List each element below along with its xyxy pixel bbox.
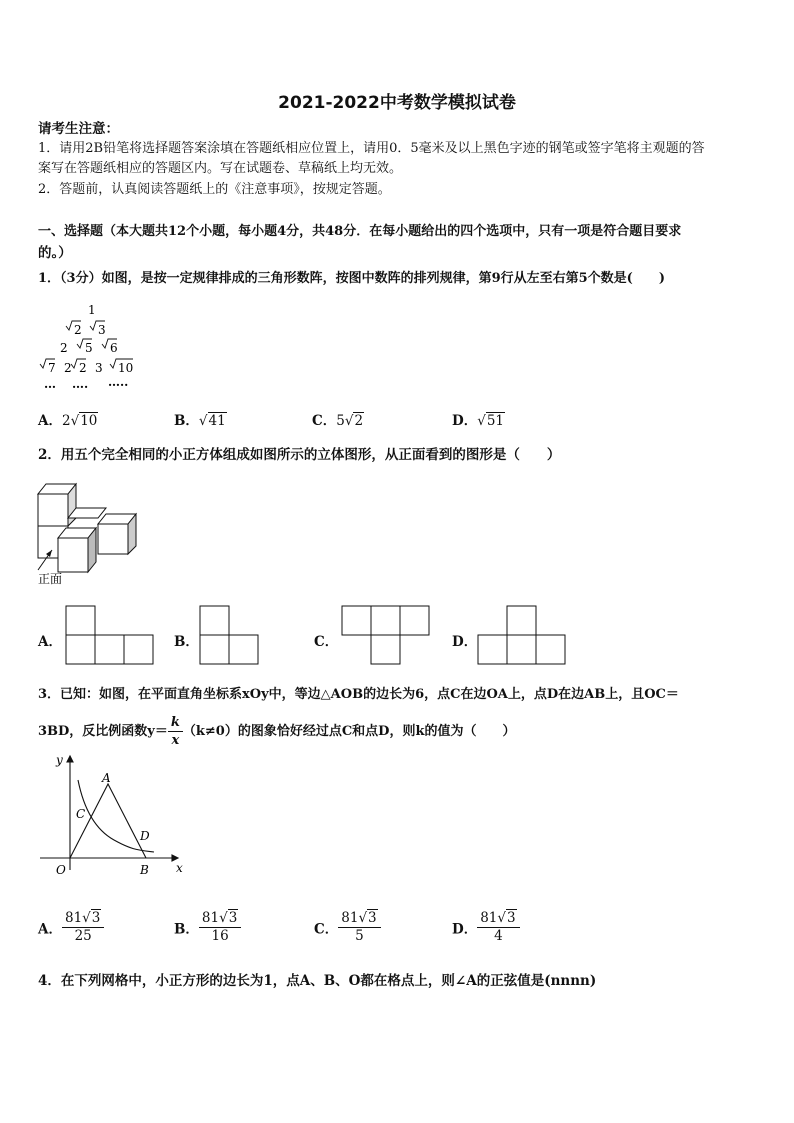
point-label-c: C bbox=[76, 807, 86, 821]
array-cell: 3 bbox=[95, 361, 103, 375]
array-cell: 6 bbox=[110, 341, 118, 355]
section-line-1: 一、选择题（本大题共12个小题，每小题4分，共48分．在每小题给出的四个选项中，只有一项是符合题目要求 bbox=[38, 224, 682, 239]
notice-line-1: 1．请用2B铅笔将选择题答案涂填在答题纸相应位置上，请用0．5毫米及以上黑色字迹的钢笔或签字笔将主观题的答 bbox=[38, 141, 705, 156]
array-cell: 10 bbox=[118, 361, 134, 375]
question-1-stem: 1．（3分）如图，是按一定规律排成的三角形数阵，按图中数阵的排列规律，第9行从左至右第5个数是( ) bbox=[38, 271, 665, 286]
cube-solid-figure bbox=[32, 478, 144, 588]
array-cell: 2 bbox=[79, 361, 87, 375]
question-2-stem: 2．用五个完全相同的小正方体组成如图所示的立体图形，从正面看到的图形是（ ） bbox=[38, 447, 561, 463]
q1-option-a[interactable]: A．2√10 bbox=[38, 413, 98, 429]
q2-option-a-figure[interactable] bbox=[64, 604, 158, 668]
array-cell: 5 bbox=[85, 341, 93, 355]
axis-label-y: y bbox=[56, 753, 63, 767]
coordinate-graph bbox=[38, 752, 188, 880]
q1-option-b[interactable]: B．√41 bbox=[174, 413, 226, 429]
array-cell: 2 bbox=[74, 323, 82, 337]
array-cell: 7 bbox=[48, 361, 56, 375]
q2-option-b-figure[interactable] bbox=[198, 604, 262, 668]
notice-heading: 请考生注意： bbox=[38, 121, 119, 137]
array-cell: 3 bbox=[98, 323, 106, 337]
question-3-stem-line-2: 3BD，反比例函数y＝ $\frac{k}{x}$ （k≠0）的图象恰好经过点C和点D，则k的值为（ ） bbox=[38, 715, 516, 748]
q2-option-c-figure[interactable] bbox=[340, 604, 434, 668]
point-label-b: B bbox=[140, 863, 149, 877]
axis-label-x: x bbox=[176, 861, 183, 875]
point-label-o: O bbox=[56, 863, 66, 877]
array-dots: … bbox=[44, 377, 56, 391]
notice-line-2: 案写在答题纸相应的答题区内。写在试题卷、草稿纸上均无效。 bbox=[38, 161, 403, 176]
array-cell: 1 bbox=[88, 303, 96, 317]
q2-option-b-label[interactable]: B． bbox=[174, 634, 199, 650]
q2-option-c-label[interactable]: C． bbox=[314, 634, 339, 650]
q3-option-c[interactable]: C． $\frac{81√3}{5}$ bbox=[314, 910, 381, 945]
q2-option-d-label[interactable]: D． bbox=[452, 634, 478, 650]
q2-option-d-figure[interactable] bbox=[476, 604, 570, 668]
front-label: 正面 bbox=[38, 572, 63, 586]
q1-option-d[interactable]: D．√51 bbox=[452, 413, 505, 429]
array-cell: 2 bbox=[60, 341, 68, 355]
q1-option-c[interactable]: C．5√2 bbox=[312, 413, 364, 429]
notice-line-3: 2．答题前，认真阅读答题纸上的《注意事项》，按规定答题。 bbox=[38, 182, 391, 197]
array-cell: 2 bbox=[64, 361, 72, 375]
q3-option-a[interactable]: A． $\frac{81√3}{25}$ bbox=[38, 910, 104, 945]
page-title: 2021-2022中考数学模拟试卷 bbox=[278, 93, 516, 113]
question-4-stem: 4．在下列网格中，小正方形的边长为1，点A、B、O都在格点上，则∠A的正弦值是(nnnn) bbox=[38, 973, 597, 989]
array-dots: …. bbox=[72, 377, 89, 391]
question-3-stem-line-1: 3．已知：如图，在平面直角坐标系xOy中，等边△AOB的边长为6，点C在边OA上，点D在边AB上，且OC＝ bbox=[38, 687, 679, 702]
q3-option-b[interactable]: B． $\frac{81√3}{16}$ bbox=[174, 910, 241, 945]
triangle-number-array bbox=[38, 298, 158, 394]
array-dots: ….. bbox=[108, 375, 129, 389]
q2-option-a-label[interactable]: A． bbox=[38, 634, 62, 650]
point-label-a: A bbox=[102, 771, 111, 785]
section-line-2: 的。） bbox=[38, 245, 72, 261]
point-label-d: D bbox=[140, 829, 150, 843]
q3-option-d[interactable]: D． $\frac{81√3}{4}$ bbox=[452, 910, 520, 945]
